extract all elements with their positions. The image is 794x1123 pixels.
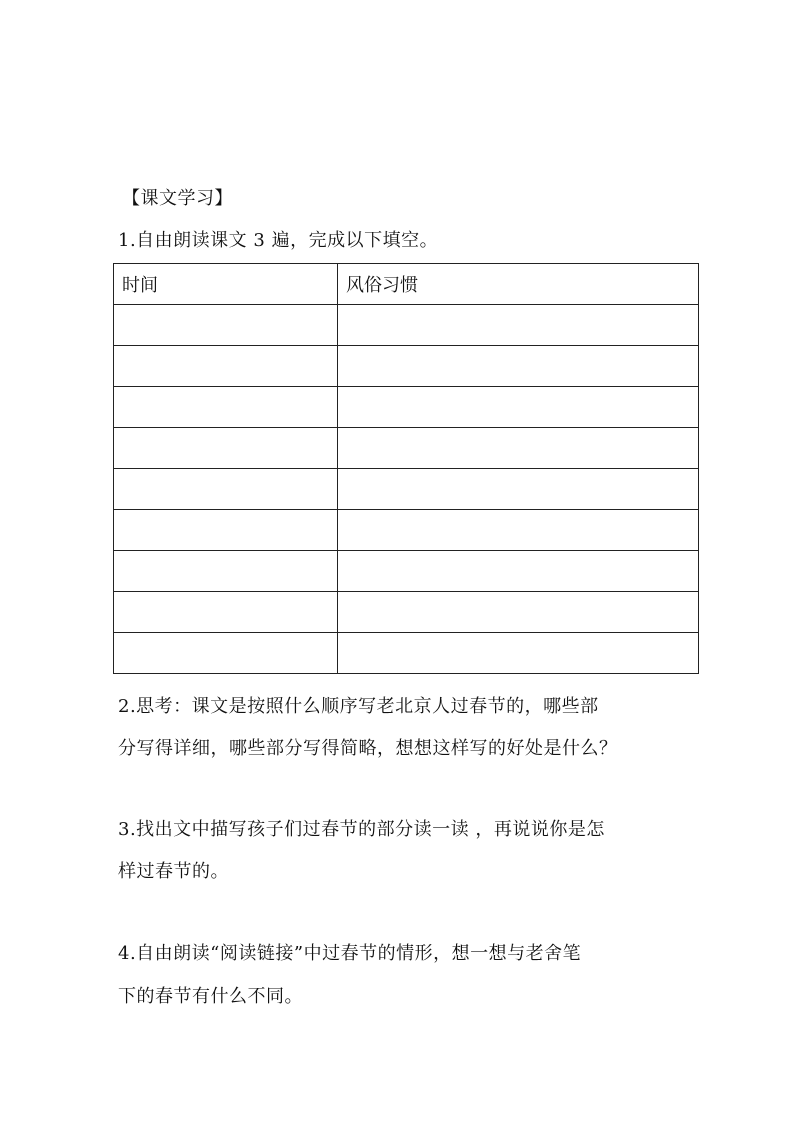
table-header-row xyxy=(114,264,699,305)
section-heading: 【课文学习】 xyxy=(122,188,233,209)
question-3-line-2: 样过春节的。 xyxy=(118,861,229,882)
fill-in-table xyxy=(113,263,699,674)
question-2-line-1: 2.思考：课文是按照什么顺序写老北京人过春节的，哪些部 xyxy=(118,696,599,717)
time-cell[interactable] xyxy=(114,305,338,346)
customs-cell[interactable] xyxy=(338,633,699,674)
table-row xyxy=(114,346,699,387)
customs-cell[interactable] xyxy=(338,346,699,387)
question-4-line-2: 下的春节有什么不同。 xyxy=(118,986,303,1007)
time-cell[interactable] xyxy=(114,346,338,387)
question-3-line-1: 3.找出文中描写孩子们过春节的部分读一读 ，再说说你是怎 xyxy=(118,819,605,840)
time-cell[interactable] xyxy=(114,551,338,592)
time-cell[interactable] xyxy=(114,510,338,551)
customs-cell[interactable] xyxy=(338,387,699,428)
customs-cell[interactable] xyxy=(338,592,699,633)
table-row xyxy=(114,469,699,510)
header-time: 时间 xyxy=(114,264,338,305)
customs-cell[interactable] xyxy=(338,551,699,592)
table-row xyxy=(114,387,699,428)
table-row xyxy=(114,551,699,592)
table-row xyxy=(114,633,699,674)
time-cell[interactable] xyxy=(114,633,338,674)
table-row xyxy=(114,510,699,551)
customs-cell[interactable] xyxy=(338,305,699,346)
time-cell[interactable] xyxy=(114,428,338,469)
header-customs: 风俗习惯 xyxy=(338,264,699,305)
time-cell[interactable] xyxy=(114,469,338,510)
time-cell[interactable] xyxy=(114,592,338,633)
time-cell[interactable] xyxy=(114,387,338,428)
question-1: 1.自由朗读课文 3 遍，完成以下填空。 xyxy=(118,230,439,251)
question-2-line-2: 分写得详细，哪些部分写得简略，想想这样写的好处是什么？ xyxy=(118,738,618,759)
customs-cell[interactable] xyxy=(338,510,699,551)
table-row xyxy=(114,592,699,633)
customs-cell[interactable] xyxy=(338,469,699,510)
customs-cell[interactable] xyxy=(338,428,699,469)
question-4-line-1: 4.自由朗读“阅读链接”中过春节的情形，想一想与老舍笔 xyxy=(118,943,582,964)
table-row xyxy=(114,305,699,346)
table-row xyxy=(114,428,699,469)
